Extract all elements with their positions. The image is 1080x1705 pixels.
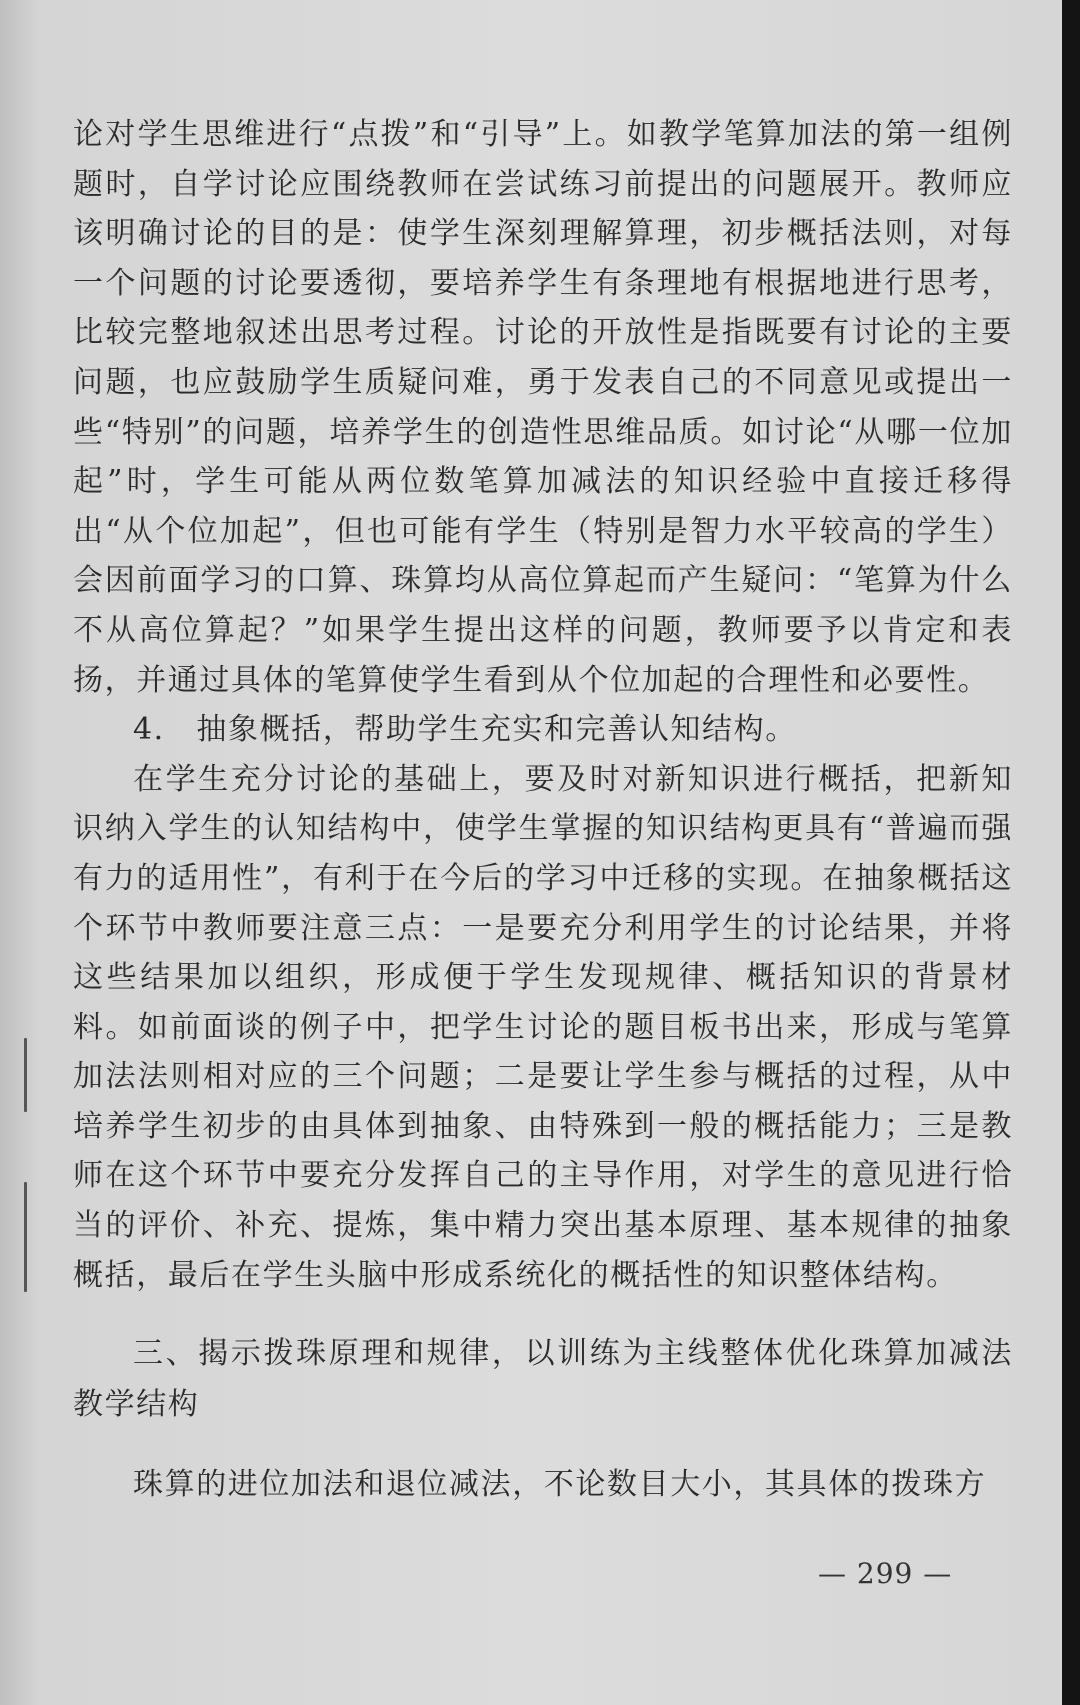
numbered-point-heading: 4. 抽象概括，帮助学生充实和完善认知结构。 — [133, 712, 797, 748]
section-heading: 三、揭示拨珠原理和规律，以训练为主线整体优化珠算加减法教学结构 — [73, 1336, 1013, 1423]
body-paragraph: 珠算的进位加法和退位减法，不论数目大小，其具体的拨珠方 — [133, 1467, 987, 1503]
body-paragraph: 论对学生思维进行“点拨”和“引导”上。如教学笔算加法的第一组例题时，自学讨论应围绕教师在尝试练习前提出的问题展开。教师应该明确讨论的目的是：使学生深刻理解算理，初步概括法则，对每一个问题的讨论要透彻，要培养学生有条理地有根据地进行思考，比较完整地叙述出思考过程。讨论的开放性是指既要有讨论的主要问题，也应鼓励学生质疑问难，勇于发表自己的不同意见或提出一些“特别”的问题，培养学生的创造性思维品质。如讨论“从哪一位加起”时，学生可能从两位数笔算加减法的知识经验中直接迁移得出“从个位加起”，但也可能有学生（特别是智力水平较高的学生）会因前面学习的口算、珠算均从高位算起而产生疑问：“笔算为什么不从高位算起？”如果学生提出这样的问题，教师要予以肯定和表扬，并通过具体的笔算使学生看到从个位加起的合理性和必要性。 — [73, 117, 1013, 698]
page-number: — 299 — — [818, 1557, 953, 1590]
page-text-block — [73, 110, 1013, 1510]
body-paragraph: 在学生充分讨论的基础上，要及时对新知识进行概括，把新知识纳入学生的认知结构中，使学生掌握的知识结构更具有“普遍而强有力的适用性”，有利于在今后的学习中迁移的实现。在抽象概括这个环节中教师要注意三点：一是要充分利用学生的讨论结果，并将这些结果加以组织，形成便于学生发现规律、概括知识的背景材料。如前面谈的例子中，把学生讨论的题目板书出来，形成与笔算加法法则相对应的三个问题；二是要让学生参与概括的过程，从中培养学生初步的由具体到抽象、由特殊到一般的概括能力；三是教师在这个环节中要充分发挥自己的主导作用，对学生的意见进行恰当的评价、补充、提炼，集中精力突出基本原理、基本规律的抽象概括，最后在学生头脑中形成系统化的概括性的知识整体结构。 — [73, 761, 1013, 1293]
page-binding-shadow — [0, 0, 40, 1705]
margin-pencil-mark — [24, 1038, 27, 1112]
margin-pencil-mark — [24, 1182, 27, 1292]
